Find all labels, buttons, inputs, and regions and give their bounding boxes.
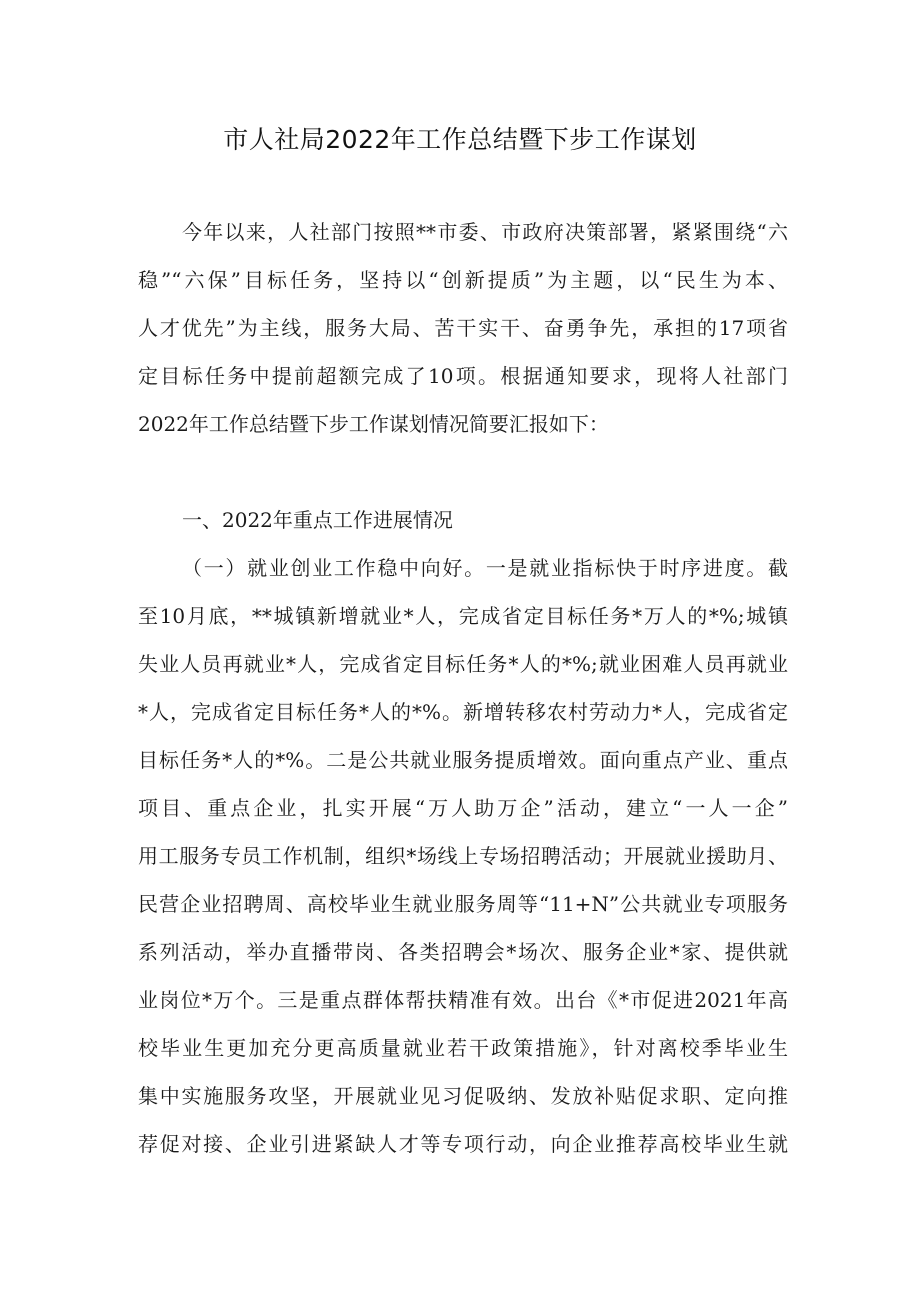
document-title: 市人社局2022年工作总结暨下步工作谋划	[223, 125, 697, 154]
intro-line: 定目标任务中提前超额完成了10项。根据通知要求，现将人社部门	[138, 364, 788, 388]
section-line: 至10月底，**城镇新增就业*人，完成省定目标任务*万人的*%;城镇	[138, 604, 788, 628]
section-line: 民营企业招聘周、高校毕业生就业服务周等“11+N”公共就业专项服务	[138, 892, 788, 916]
section-line: 失业人员再就业*人，完成省定目标任务*人的*%;就业困难人员再就业	[138, 652, 788, 676]
section-line: 项目、重点企业，扎实开展“万人助万企”活动，建立“一人一企”	[138, 796, 788, 820]
section-line: 系列活动，举办直播带岗、各类招聘会*场次、服务企业*家、提供就	[138, 940, 788, 964]
section-line: 用工服务专员工作机制，组织*场线上专场招聘活动；开展就业援助月、	[138, 844, 788, 868]
intro-line: 人才优先”为主线，服务大局、苦干实干、奋勇争先，承担的17项省	[138, 316, 788, 340]
section-line: *人，完成省定目标任务*人的*%。新增转移农村劳动力*人，完成省定	[138, 700, 788, 724]
section-heading: 一、2022年重点工作进展情况	[182, 508, 453, 532]
intro-line: 稳”“六保”目标任务，坚持以“创新提质”为主题，以“民生为本、	[138, 268, 788, 292]
section-line: 集中实施服务攻坚，开展就业见习促吸纳、发放补贴促求职、定向推	[138, 1084, 788, 1108]
section-line: 校毕业生更加充分更高质量就业若干政策措施》，针对离校季毕业生	[138, 1036, 788, 1060]
section-line: （一）就业创业工作稳中向好。一是就业指标快于时序进度。截	[182, 556, 788, 580]
intro-line: 今年以来，人社部门按照**市委、市政府决策部署，紧紧围绕“六	[182, 220, 788, 244]
section-line: 荐促对接、企业引进紧缺人才等专项行动，向企业推荐高校毕业生就	[138, 1132, 788, 1156]
section-line: 目标任务*人的*%。二是公共就业服务提质增效。面向重点产业、重点	[138, 748, 788, 772]
intro-line: 2022年工作总结暨下步工作谋划情况简要汇报如下：	[138, 412, 609, 436]
section-line: 业岗位*万个。三是重点群体帮扶精准有效。出台《*市促进2021年高	[138, 988, 788, 1012]
